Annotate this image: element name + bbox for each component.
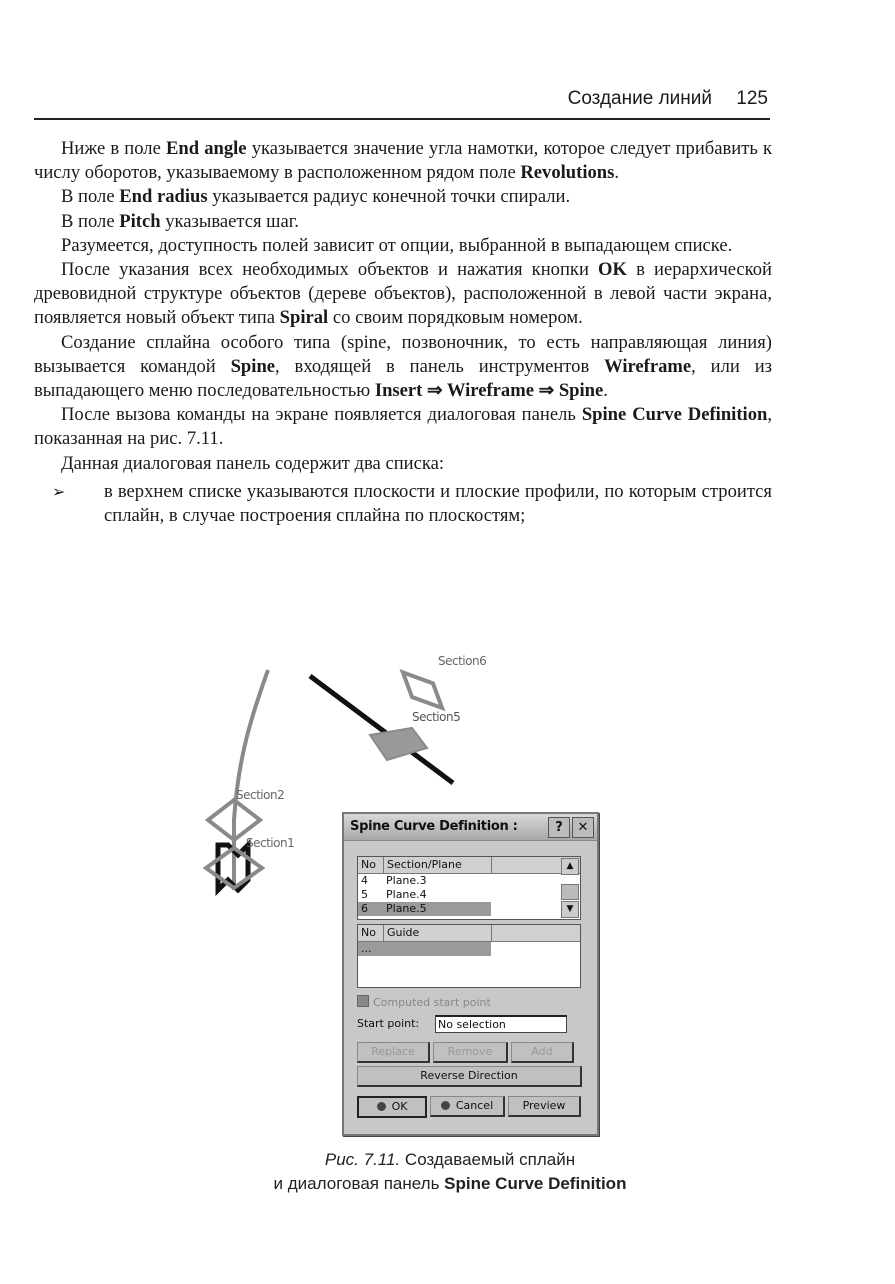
running-head-title: Создание линий [567,88,712,109]
close-button[interactable]: ✕ [572,817,594,838]
scroll-up-icon[interactable]: ▲ [561,858,579,875]
cancel-icon [441,1101,450,1110]
remove-button[interactable]: Remove [433,1042,508,1063]
checkbox-icon[interactable] [357,995,369,1007]
bold-term: Revolutions [520,162,615,184]
start-point-row [357,1017,506,1031]
list-row[interactable] [358,888,580,902]
caption-line2-prefix: и диалоговая панель [273,1174,445,1193]
list-edit-buttons [357,1042,574,1063]
paragraph: Данная диалоговая панель содержит два списка: [61,452,445,474]
row-name: Plane.3 [386,874,427,887]
bold-term: Spiral [279,307,329,329]
paragraph: Создание сплайна особого типа (spine, позвоночник, то есть направляющая линия) вызывается командой Spine, входящей в панель инструментов Wireframe, или из выпадающего меню последовательностью Insert ⇒ Wireframe ⇒ Spine. [34,331,772,402]
row-no: ... [361,942,372,955]
paragraph: Разумеется, доступность полей зависит от опции, выбранной в выпадающем списке. [61,234,733,256]
body-text [34,137,772,528]
ok-label: OK [391,1100,408,1113]
dialog-action-buttons [357,1096,581,1118]
label-section2: Section2 [236,788,285,802]
row-no: 6 [361,902,368,915]
sections-list[interactable] [357,856,581,920]
col-header-no[interactable]: No [358,857,384,873]
label-section6: Section6 [438,654,487,668]
section6-shape [396,672,449,708]
ok-icon [377,1102,386,1111]
figure-7-11 [190,640,610,1140]
start-point-input[interactable]: No selection [435,1015,567,1033]
bold-term: Pitch [119,210,161,232]
guides-list[interactable] [357,924,581,988]
paragraph: После указания всех необходимых объектов и нажатия кнопки OK в иерархической древовидной структуре объектов (дереве объектов), расположенной в левой части экрана, появляется новый объект типа Spiral со своим порядковым номером. [34,259,773,329]
paragraph: После вызова команды на экране появляется диалоговая панель Spine Curve Definition, показанная на рис. 7.11. [34,404,773,450]
bullet-arrow-icon: ➢ [52,481,66,501]
bullet-text: в верхнем списке указываются плоскости и плоские профили, по которым строится сплайн, в случае построения сплайна по плоскостям; [104,480,772,527]
paragraph: В поле End radius указывается радиус конечной точки спирали. [61,186,571,208]
list-row[interactable] [358,942,491,956]
guides-list-header [358,925,580,942]
bold-term: Spine Curve Definition [581,404,768,426]
row-name: Plane.5 [386,902,427,915]
col-header-guide[interactable]: Guide [384,925,492,941]
scrollbar-thumb[interactable] [561,884,579,900]
computed-start-point-checkbox[interactable] [357,995,491,1009]
cancel-button[interactable] [430,1096,505,1117]
bold-term: Spine [230,355,276,377]
preview-button[interactable]: Preview [508,1096,581,1117]
spine-curve-definition-dialog [342,812,599,1136]
row-name: Plane.4 [386,888,427,901]
label-section1: Section1 [246,836,295,850]
computed-start-point-label: Computed start point [373,996,491,1009]
figure-caption [150,1148,750,1196]
bold-term: Insert ⇒ Wireframe ⇒ Spine [374,380,604,402]
row-no: 4 [361,874,368,887]
add-button[interactable]: Add [511,1042,574,1063]
list-row[interactable] [358,902,491,916]
page-number: 125 [736,88,768,109]
reverse-row [357,1066,582,1087]
bold-term: End angle [165,138,247,159]
figure-number: Рис. 7.11. [324,1150,401,1169]
label-section5: Section5 [412,710,461,724]
caption-line2-bold: Spine Curve Definition [444,1174,627,1193]
ok-button[interactable] [357,1096,427,1118]
dialog-titlebar[interactable] [344,814,597,841]
col-header-section-plane[interactable]: Section/Plane [384,857,492,873]
bullet-item [34,480,772,528]
paragraph: В поле Pitch указывается шаг. [61,210,299,232]
bold-term: End radius [119,186,208,208]
caption-line1: Создаваемый сплайн [404,1150,576,1169]
dialog-title: Spine Curve Definition : [350,819,518,834]
list-row[interactable] [358,874,580,888]
running-head [34,86,770,120]
row-no: 5 [361,888,368,901]
row-name [383,942,490,956]
start-point-label: Start point: [357,1017,420,1030]
help-button[interactable]: ? [548,817,570,838]
cancel-label: Cancel [455,1099,494,1112]
col-header-no[interactable]: No [358,925,384,941]
bold-term: Wireframe [604,355,692,377]
replace-button[interactable]: Replace [357,1042,430,1063]
spine-line [310,676,453,783]
paragraph: Ниже в поле End angle указывается значение угла намотки, которое следует прибавить к числу оборотов, указываемому в расположенном рядом поле Revolutions. [34,138,773,184]
sections-list-header [358,857,580,874]
scroll-down-icon[interactable]: ▼ [561,901,579,918]
bold-term: OK [598,259,627,281]
reverse-direction-button[interactable]: Reverse Direction [357,1066,582,1087]
